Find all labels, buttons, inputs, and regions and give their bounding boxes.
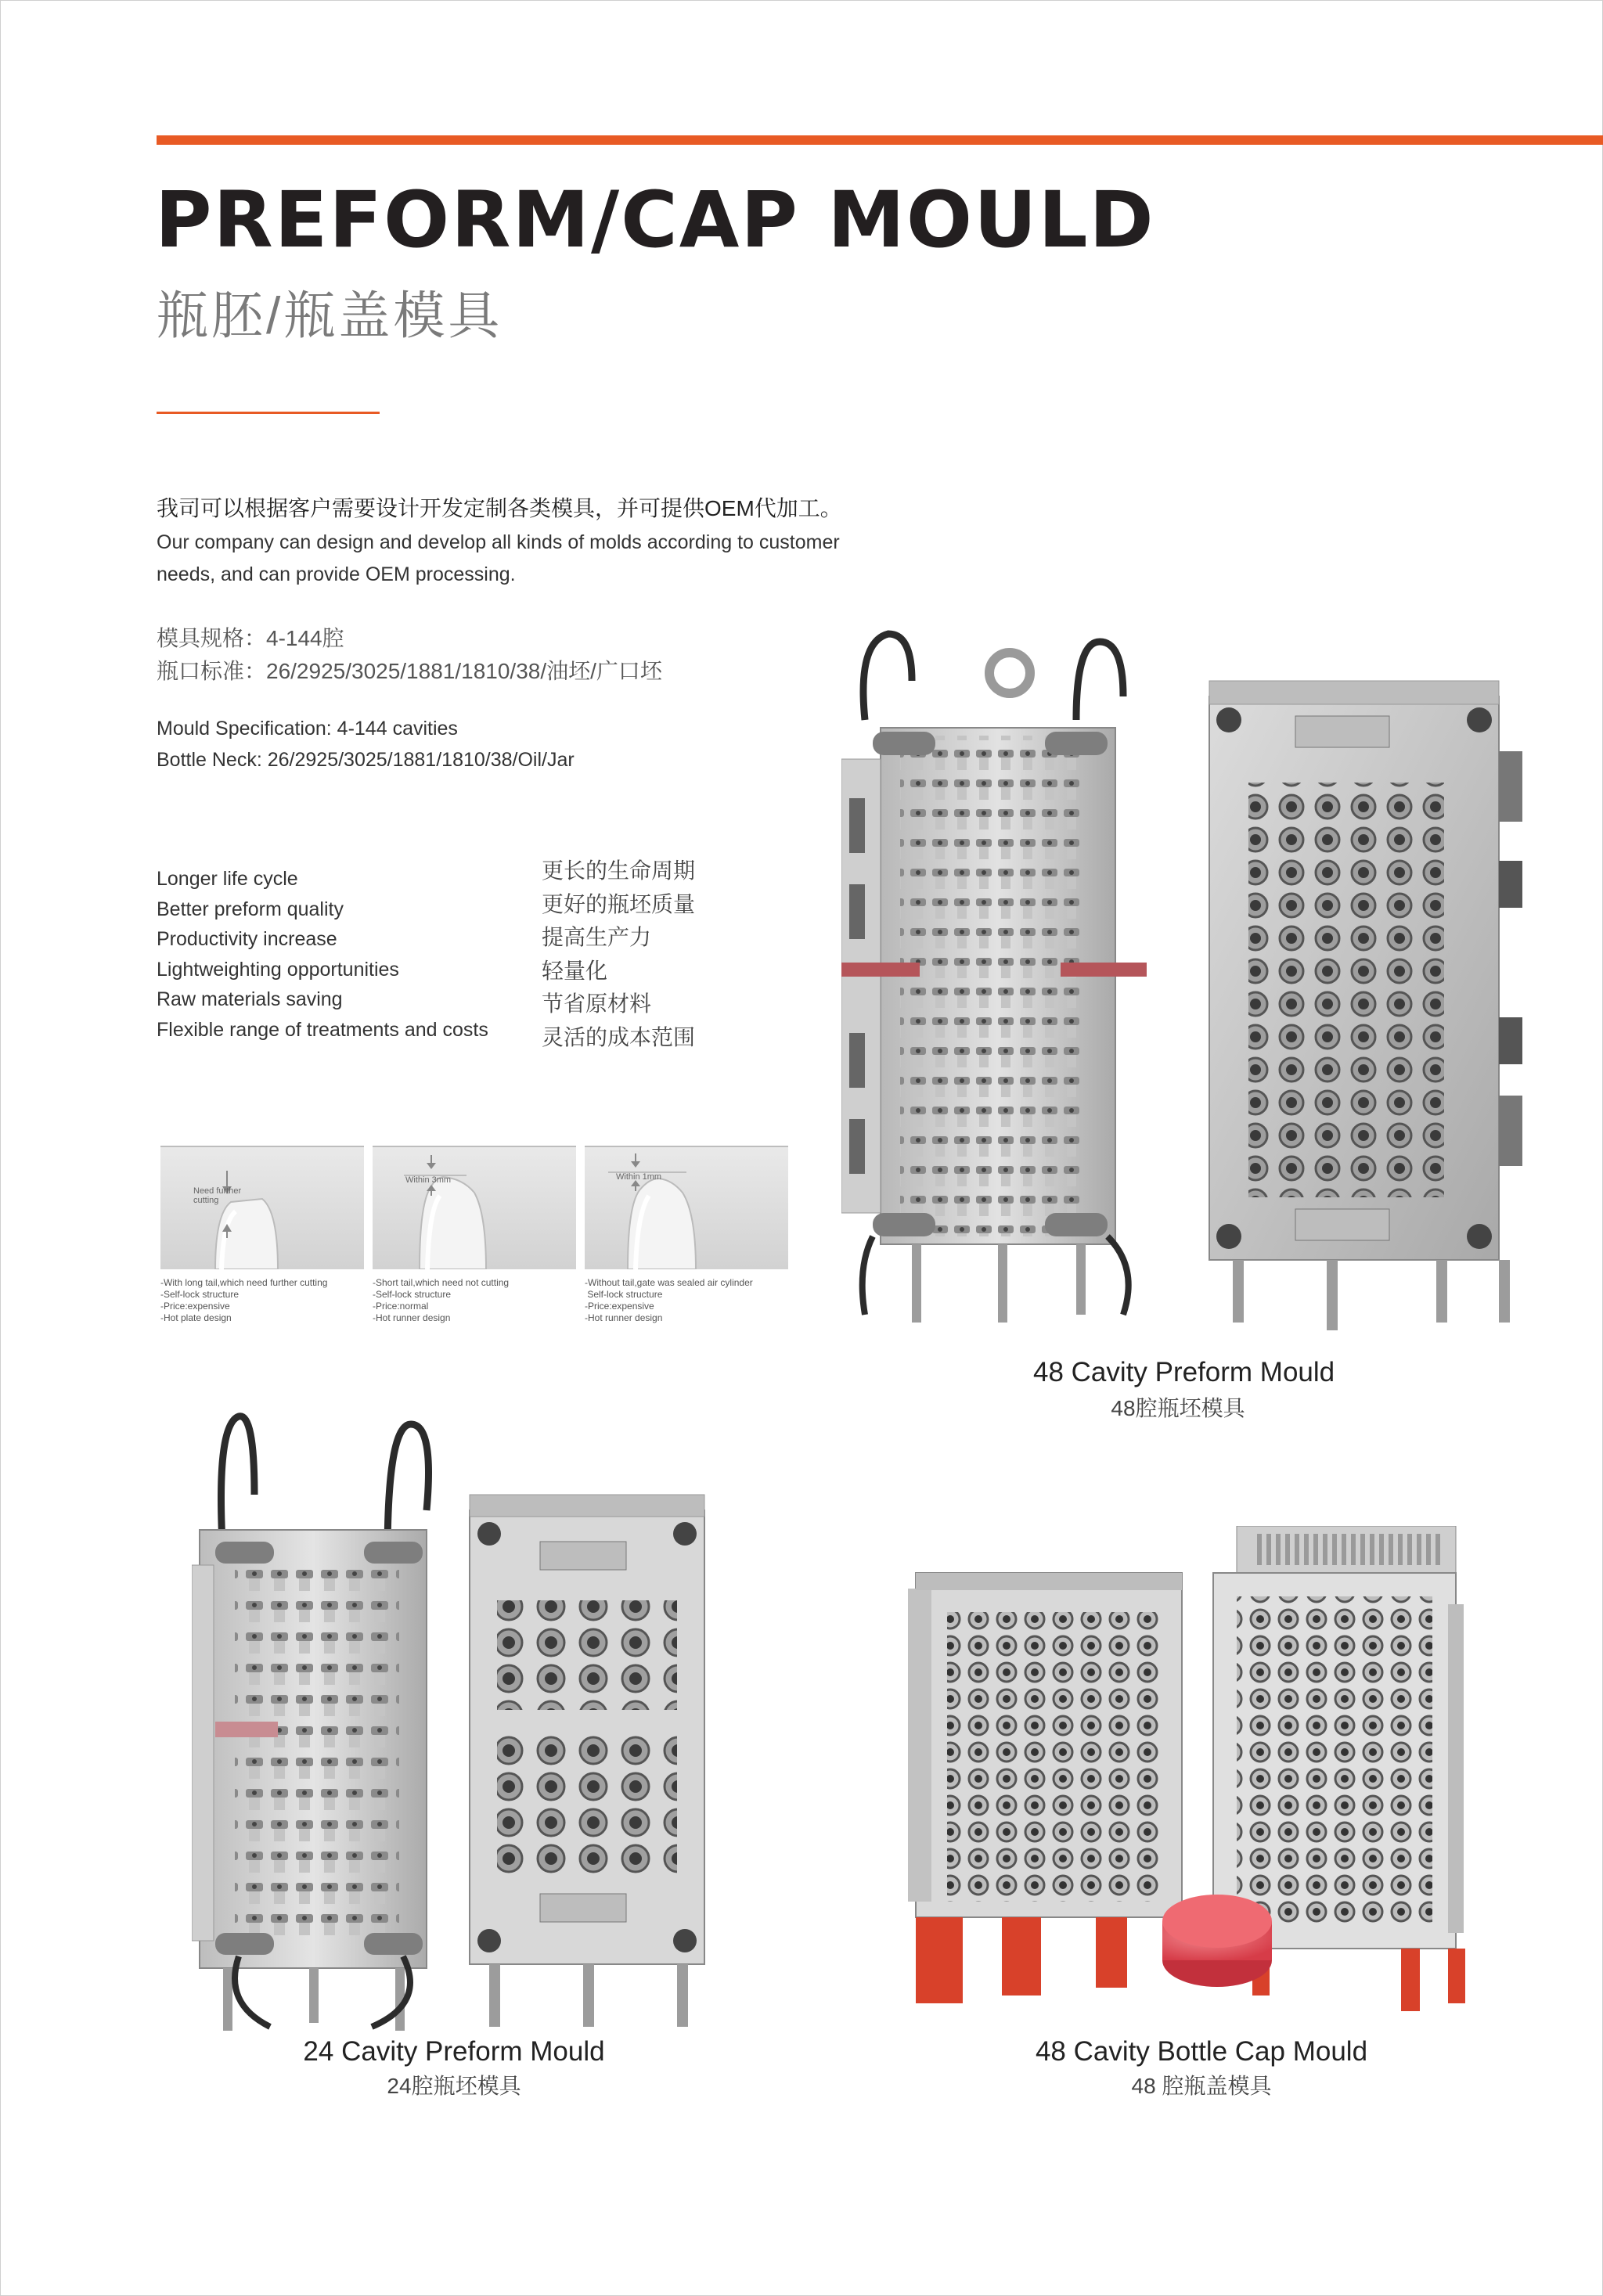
feature-item: 轻量化 xyxy=(542,958,608,983)
title-underline xyxy=(157,412,380,414)
gate-caption-long-tail: -With long tail,which need further cutting -Self-lock structure -Price:expensive -Hot plate design xyxy=(160,1277,328,1323)
product-name-zh: 48腔瓶坯模具 xyxy=(1111,1396,1245,1420)
spec-line: Bottle Neck: 26/2925/3025/1881/1810/38/Oil/Jar xyxy=(157,749,575,771)
gate-note: Within 3mm xyxy=(405,1175,452,1185)
product-name-en: 48 Cavity Bottle Cap Mould xyxy=(1035,2036,1368,2067)
spec-chinese xyxy=(157,622,662,688)
gate-thumb-no-tail xyxy=(585,1146,788,1269)
page-subtitle: 瓶胚/瓶盖模具 xyxy=(157,286,503,344)
gate-caption-short-tail: -Short tail,which need not cutting -Self-lock structure -Price:normal -Hot runner design xyxy=(373,1277,510,1323)
product-name-zh: 24腔瓶坯模具 xyxy=(387,2074,521,2098)
feature-item: 提高生产力 xyxy=(542,925,652,949)
feature-item: Lightweighting opportunities xyxy=(157,958,399,981)
features-english xyxy=(157,864,488,1045)
features-chinese xyxy=(542,855,695,1054)
feature-item: 灵活的成本范围 xyxy=(542,1024,696,1049)
product-name-zh: 48 腔瓶盖模具 xyxy=(1131,2074,1272,2098)
feature-item: Productivity increase xyxy=(157,928,337,950)
feature-item: 更长的生命周期 xyxy=(542,858,696,883)
gate-note: Need further cutting xyxy=(193,1186,242,1205)
spec-line: Mould Specification: 4-144 cavities xyxy=(157,718,458,740)
feature-item: 节省原材料 xyxy=(542,991,652,1016)
feature-item: Raw materials saving xyxy=(157,988,343,1010)
gate-caption-no-tail: -Without tail,gate was sealed air cylinder Self-lock structure -Price:expensive -Hot runner design xyxy=(585,1277,753,1323)
product-name-en: 24 Cavity Preform Mould xyxy=(303,2036,605,2067)
product-name-en: 48 Cavity Preform Mould xyxy=(1033,1357,1335,1387)
spec-english xyxy=(157,713,575,776)
header-accent-bar xyxy=(157,135,1603,145)
gate-thumb-long-tail xyxy=(160,1146,364,1269)
photo-48-cavity-bottle-cap-mould xyxy=(908,1526,1472,2015)
gate-note: Within 1mm xyxy=(616,1172,662,1182)
intro-english: Our company can design and develop all kinds of molds according to customer needs, and can provide OEM processing. xyxy=(157,531,840,585)
feature-item: Longer life cycle xyxy=(157,868,298,890)
gate-thumb-short-tail xyxy=(373,1146,576,1269)
photo-24-cavity-preform-mould xyxy=(192,1409,724,2039)
photo-48-cavity-preform-mould xyxy=(841,626,1530,1342)
spec-line: 瓶口标准：26/2925/3025/1881/1810/38/油坯/广口坯 xyxy=(157,659,662,683)
feature-item: 更好的瓶坯质量 xyxy=(542,891,696,916)
spec-line: 模具规格：4-144腔 xyxy=(157,626,344,650)
feature-item: Flexible range of treatments and costs xyxy=(157,1018,488,1041)
page-title: PREFORM/CAP MOULD xyxy=(155,175,1155,265)
feature-item: Better preform quality xyxy=(157,898,344,920)
intro-chinese: 我司可以根据客户需要设计开发定制各类模具，并可提供OEM代加工。 xyxy=(157,496,842,520)
